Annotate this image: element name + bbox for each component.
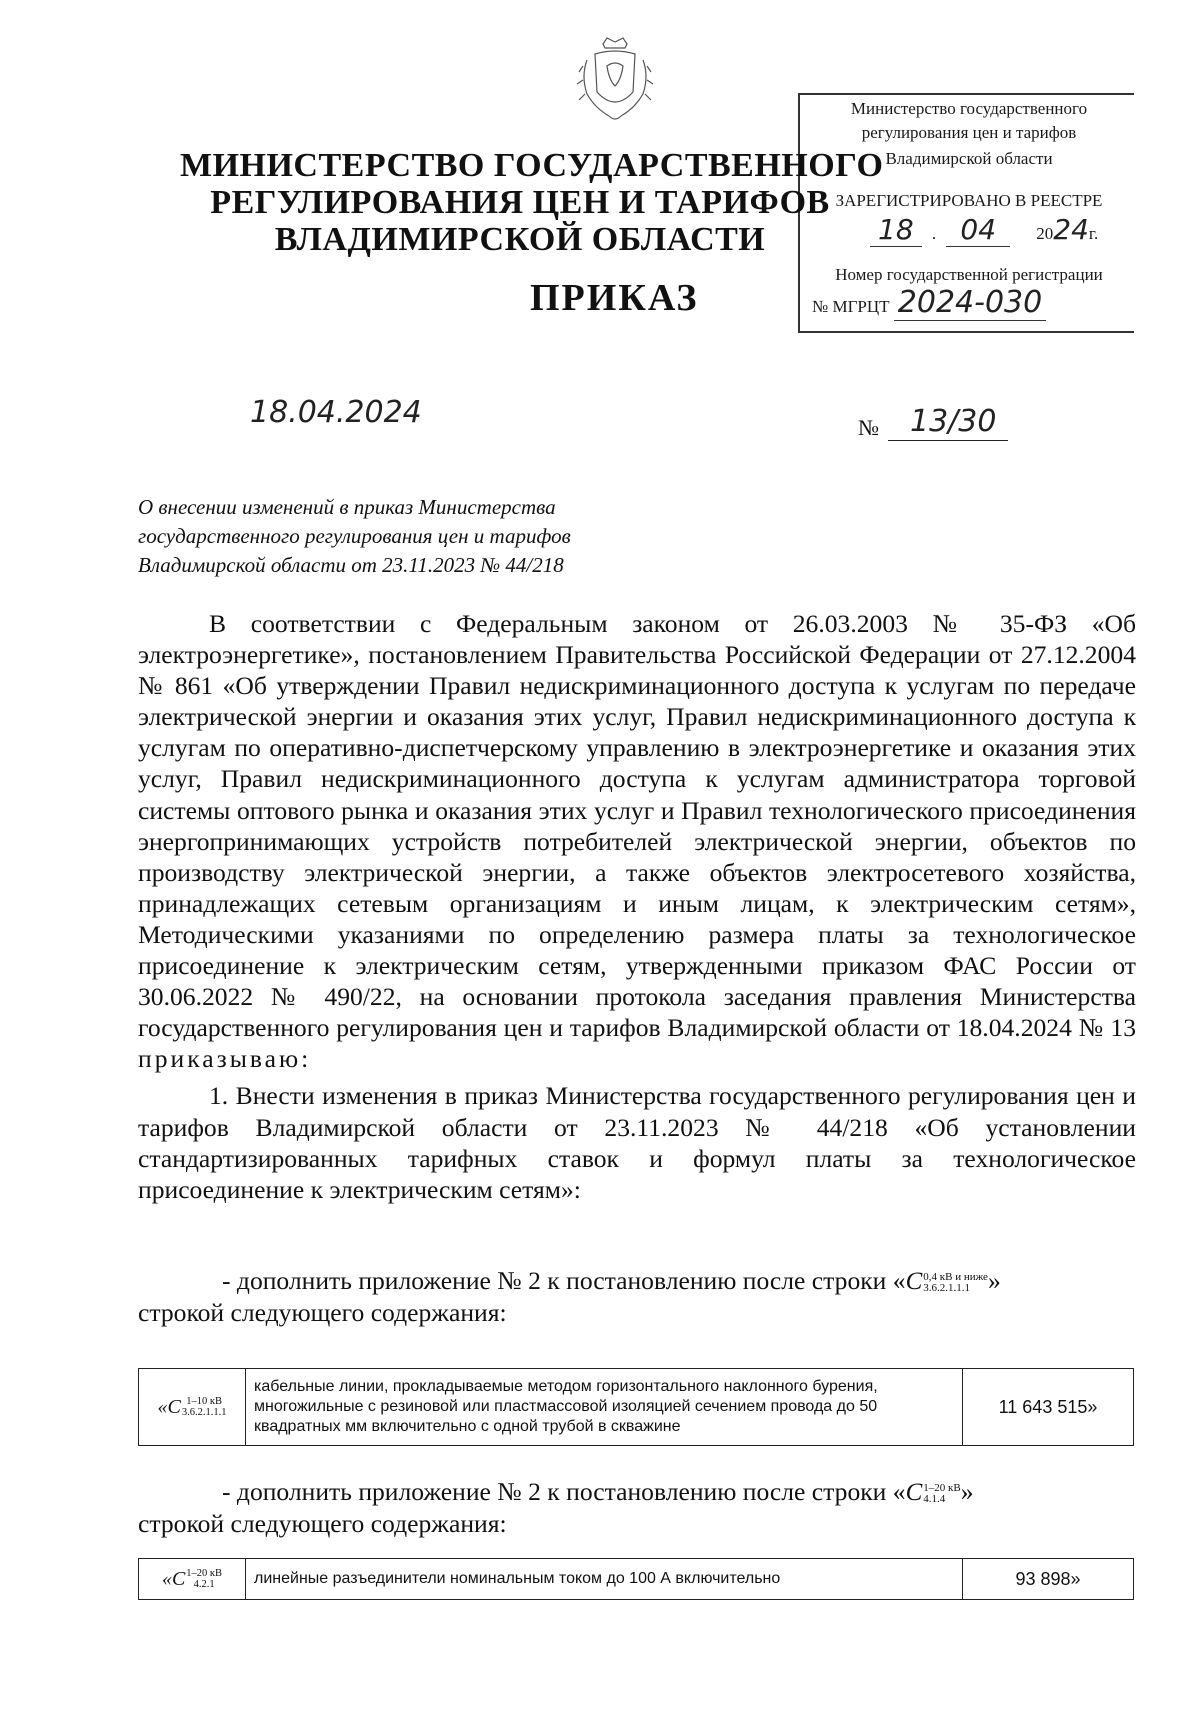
addition2-symbol: C (905, 1479, 923, 1506)
addition1-sup: 0,4 кВ и ниже (923, 1271, 988, 1284)
preamble-text: В соответствии с Федеральным законом от 26.03.2003 № 35-ФЗ «Об электроэнергетике», постановлением Правительства Российской Федерации от 27.12.2004 № 861 «Об утверждении Правил недискриминационного доступа к услугам по передаче электрической энергии и оказания этих услуг, Правил недискриминационного доступа к услугам по оперативно-диспетчерскому управлению в электроэнергетике и оказания этих услуг, Правил недискриминационного доступа к услугам администратора торговой системы оптового рынка и оказания этих услуг и Правил технологического присоединения энергопринимающих устройств потребителей электрической энергии, объектов по производству электрической энергии, а также объектов электросетевого хозяйства, принадлежащих сетевым организациям и иным лицам, к электрическим сетям», Методическими указаниями по определению размера платы за технологическое присоединение к электрическим сетям, утвержденными приказом ФАС России от 30.06.2022 № 490/22, на основании протокола заседания правления Министерства государственного регулирования цен и тарифов Владимирской области от 18.04.2024 № 13 (138, 609, 1136, 1043)
order-body (138, 608, 1136, 1205)
stamp-date-day: 18 (870, 213, 922, 247)
table2-code-sub: 4.2.1 (193, 1578, 215, 1590)
order-number-label: № (858, 415, 879, 440)
order-number-underline (888, 440, 1008, 441)
stamp-reg-number-label: Номер государственной регистрации (835, 265, 1103, 284)
stamp-registered-label: ЗАРЕГИСТРИРОВАНО В РЕЕСТРЕ (835, 191, 1103, 210)
stamp-reg-number: 2024-030 (894, 285, 1046, 321)
table1-code-symbol: C (167, 1395, 181, 1418)
stamp-date-year-prefix: 20 (1036, 224, 1054, 243)
coat-of-arms-emblem (573, 36, 657, 124)
order-subject (138, 493, 698, 580)
stamp-ministry-line3: Владимирской области (885, 149, 1053, 168)
tariff-table-2 (138, 1558, 1134, 1600)
stamp-date-g: г. (1088, 224, 1099, 243)
addition2-sub: 4.1.4 (923, 1493, 946, 1506)
stamp-ministry-line1: Министерство государственного (850, 99, 1088, 118)
table2-code-symbol: C (171, 1567, 186, 1590)
addition1-continuation: строкой следующего содержания: (138, 1298, 507, 1328)
document-type-title: ПРИКАЗ (530, 277, 699, 319)
table1-code-cell (139, 1369, 246, 1446)
table1-code-open: « (157, 1395, 168, 1418)
table2-value: 93 898» (963, 1559, 1134, 1600)
subject-line3: Владимирской области от 23.11.2023 № 44/218 (138, 553, 564, 577)
stamp-reg-row (812, 285, 1130, 320)
addition2-formula (906, 1477, 961, 1508)
table-row (139, 1559, 1134, 1600)
stamp-date-month: 04 (946, 213, 1010, 247)
table2-code-sup: 1–20 кВ (186, 1567, 223, 1579)
addition1-paragraph (138, 1265, 1136, 1328)
ministry-title-line1: МИНИСТЕРСТВО ГОСУДАРСТВЕННОГО (180, 147, 884, 184)
ministry-title-line2: РЕГУЛИРОВАНИЯ ЦЕН И ТАРИФОВ (210, 184, 830, 221)
addition1-symbol: C (905, 1268, 923, 1295)
table1-value: 11 643 515» (963, 1369, 1134, 1446)
table2-code-cell (139, 1559, 246, 1600)
addition2-paragraph (138, 1476, 1136, 1539)
addition2-close: » (960, 1477, 974, 1506)
addition1-formula (906, 1266, 988, 1297)
addition2-sup: 1–20 кВ (923, 1482, 961, 1495)
table1-code-sub: 3.6.2.1.1.1 (181, 1406, 227, 1418)
addition1-sub: 3.6.2.1.1.1 (923, 1282, 971, 1295)
tariff-table-1 (138, 1368, 1134, 1446)
order-number: 13/30 (910, 404, 997, 439)
addition1-text: - дополнить приложение № 2 к постановлению после строки « (222, 1266, 906, 1295)
subject-line2: государственного регулирования цен и тарифов (138, 524, 571, 548)
addition1-close: » (987, 1266, 1001, 1295)
stamp-date-row: 18 . 04 2024г. (832, 213, 1150, 246)
stamp-reg-prefix: № МГРЦТ (812, 297, 890, 316)
subject-line1: О внесении изменений в приказ Министерства (138, 495, 556, 519)
addition2-continuation: строкой следующего содержания: (138, 1509, 507, 1539)
order-word: приказываю: (138, 1044, 312, 1074)
item1-paragraph: 1. Внести изменения в приказ Министерства государственного регулирования цен и тарифов Владимирской области от 23.11.2023 № 44/218 «Об установлении стандартизированных тарифных ставок и формул платы за технологическое присоединение к электрическим сетям»: (138, 1081, 1136, 1204)
table2-code-open: « (161, 1567, 172, 1590)
stamp-date-year-suffix: 24 (1053, 213, 1089, 246)
stamp-ministry-line2: регулирования цен и тарифов (861, 123, 1077, 142)
table1-code-sup: 1–10 кВ (186, 1395, 223, 1407)
preamble-paragraph (138, 608, 1136, 1074)
ministry-title-line3: ВЛАДИМИРСКОЙ ОБЛАСТИ (274, 221, 766, 258)
order-date: 18.04.2024 (250, 395, 422, 430)
table2-description: линейные разъединители номинальным током до 100 А включительно (246, 1559, 963, 1600)
table1-description: кабельные линии, прокладываемые методом горизонтального наклонного бурения, многожильные с резиновой или пластмассовой изоляцией сечением провода до 50 квадратных мм включительно с одной трубой в скважине (246, 1369, 963, 1446)
addition2-text: - дополнить приложение № 2 к постановлению после строки « (222, 1477, 906, 1506)
table-row (139, 1369, 1134, 1446)
